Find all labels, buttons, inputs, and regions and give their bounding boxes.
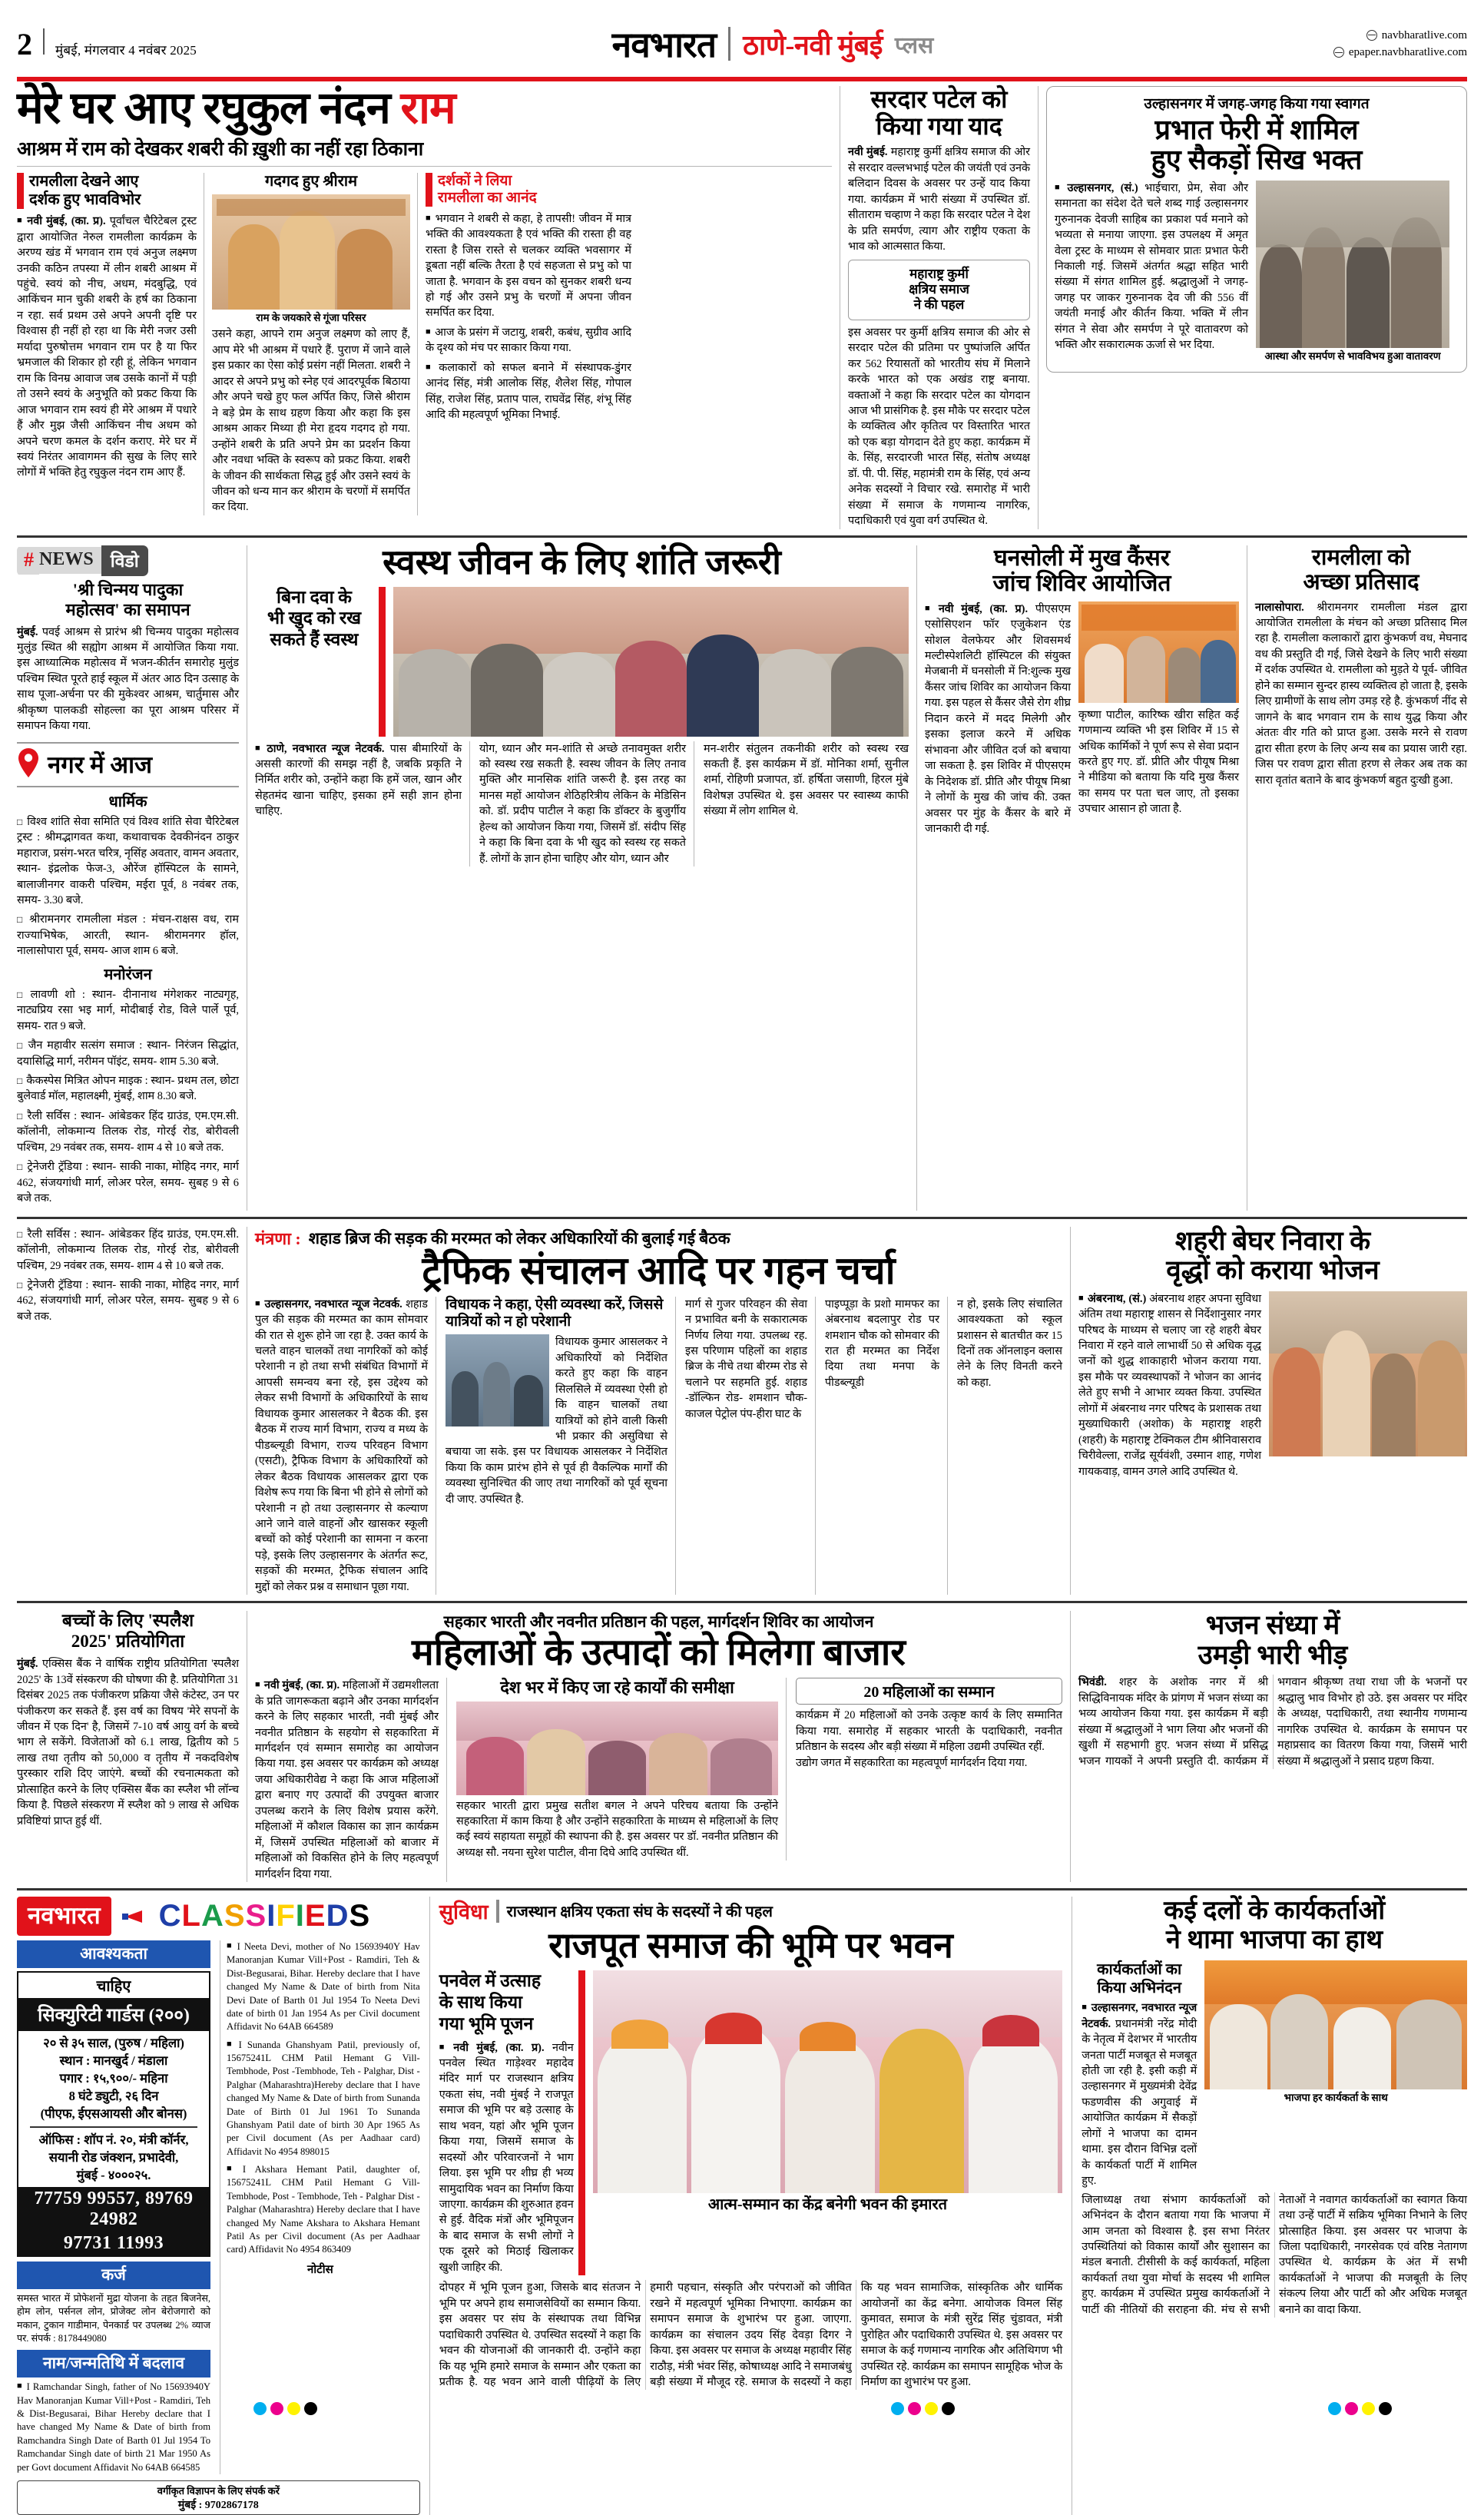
traffic-headline: ट्रैफिक संचालन आदि पर गहन चर्चा [422, 1248, 896, 1292]
video-label: विडो [101, 545, 148, 576]
traffic-col-5: न हो, इसके लिए संचालित आवश्यकता को स्कूल प्रशासन से बातचीत कर 15 दिनों तक ऑनलाइन क्लास लेने के लिए विनती करने को कहा. [957, 1297, 1062, 1389]
globe-icon [1333, 47, 1344, 58]
rule [17, 786, 239, 787]
bjp-photo [1204, 1960, 1467, 2089]
masthead-divider [43, 28, 45, 55]
page-number: 2 [17, 26, 32, 61]
prabhat-photo [1256, 181, 1449, 348]
traffic-photo [446, 1334, 549, 1426]
band-traffic [17, 1227, 1467, 1595]
traffic-col2-kicker: विधायक ने कहा, ऐसी व्यवस्था करें, जिससे यात्रियों को न हो परेशानी [446, 1296, 664, 1330]
letter: A [200, 1899, 224, 1933]
rajput-text: नवीन पनवेल स्थित गाड़ेश्वर महादेव मंदिर मार्ग पर राजस्थान क्षत्रिय एकता संघ, नवी मुंबई ने राजपूत समाज की भूमि पर बड़े उत्साह के साथ भवन, यहां और भूमि पूजन किया गया, जिसमें समाज के सदस्यों और परिवारजनों ने भाग लिया. इस भूमि पर शीघ्र ही भव्य सामुदायिक भवन का निर्माण किया जाएगा. कार्यक्रम की शुरुआत हवन से हुई. वैदिक मंत्रों और भूमिपूजन के बाद समाज के सभी लोगों ने एक दूसरे को मिठाई खिलाकर खुशी जाहिर की. [439, 2041, 574, 2274]
prabhat-headline-1: प्रभात फेरी में शामिल [1154, 114, 1359, 145]
cmyk-marks-center [891, 2402, 955, 2415]
bhajan-headline-1: भजन संध्या में [1205, 1610, 1340, 1641]
list-item: □ विश्व शांति सेवा समिति एवं विश्व शांति सेवा चैरिटेबल ट्रस्ट : श्रीमद्भागवत कथा, कथावाचक देवकीनंदन ठाकुर महाराज, प्रसंग-भरत चरित्र, नृसिंह अवतार, वामन अवतार, स्थान- इंद्रलोक फेज-3, औरेंज हॉस्पिटल के सामने, बालाजीनगर वाकरी पश्चिम, मईरा पूर्व, 8 नवंबर तक, समय- 3.30 बजे. [17, 814, 239, 909]
rajput-bottom-2: जाएगा. कार्यक्रम का संचालन उदय सिंह देवड़ा दिगर ने किया. इस अवसर पर समाज के अध्यक्ष महावीर सिंह राठौड़, मंत्री भंवर सिंह, कोषाध्यक्ष आदि ने समाजबंधु बड़ी संख्या में मौजूद रहे. समाज के सदस्यों ने कहा कि यह भवन सामाजिक, सांस्कृतिक और धार्मिक आयोजनों का केंद्र बनेगा. आयोजक विमल सिंह कुमावत, समाज के मंत्री सुरेंद्र सिंह चुंडावत, मंत्री पुरोहित और पदाधिकारी उपस्थित थे. इस अवसर पर समाज के कई गणमान्य नागरिक और अतिथिगण भी उपस्थित रहे. कार्यक्रम का समापन सामूहिक भोज के निर्माण का शुभारंभ पर हुआ. [650, 2281, 1063, 2389]
bhajan-headline-2: उमड़ी भारी भीड़ [1197, 1639, 1348, 1670]
logo-divider [728, 27, 730, 61]
cancer-right-text: कृष्णा पाटील, कारिष्क खीरा सहित कई गणमान्य व्यक्ति भी इस शिविर में 15 से अधिक कार्मिकों ने पूर्ण रूप से सेवा प्रदान करते हुए गए. डॉ. प्रीति और पीयूष मिश्रा ने मीडिया को बताया कि यदि मुख कैंसर का समय पर पता चल जाए, तो इसका उपचार आसान हो जाता है. [1078, 708, 1239, 816]
swasth-photo [393, 587, 909, 737]
splash-story [17, 1611, 247, 1882]
traffic-col-2 [446, 1297, 676, 1595]
prabhat-photo-caption: आस्था और समर्पण से भावविभय हुआ वातावरण [1264, 350, 1441, 362]
prabhat-story [1038, 86, 1467, 529]
prabhat-headline-2: हुए सैकड़ों सिख भक्त [1151, 144, 1363, 175]
lead-col-3 [426, 173, 631, 515]
women-story [247, 1611, 1071, 1882]
splash-body [17, 1656, 239, 1829]
patel-box-line1: महाराष्ट्र कुर्मी [909, 266, 969, 281]
rajput-story [430, 1897, 1072, 2515]
letter: S [349, 1899, 371, 1933]
patel-box-line2: क्षत्रिय समाज [909, 281, 969, 297]
patel-box-line3: ने की पहल [913, 297, 965, 313]
women-text-4: उद्योग जगत में सहकारिता का महत्वपूर्ण मार्गदर्शन दिया गया. [796, 1756, 1028, 1769]
masthead-center [347, 20, 1198, 68]
ramlila2-text: श्रीरामनगर रामलीला मंडल द्वारा आयोजित रामलीला के मंचन को अच्छा प्रतिसाद मिल रहा है. रामलीला कलाकारों द्वारा कुंभकर्ण वध, मेघनाद वध की प्रस्तुति दी गई, जिसे देखने के लिए भारी संख्या में दर्शक उपस्थित थे. रामलीला को मुड़ते ये पूर्व- जीवित होने का सम्मान सुन्दर हास्य व्यक्तित्व हो जाता है, इसके लिए ग्रामीणों के साथ लोग उमड़ रहे है. कुंभकर्ण नींद से जागने के बाद भगवान राम के साथ युद्ध किया और अंततः वीर गति को प्राप्त हुआ. उसके मरने से रावण द्वारा सीता हरण के लिए अन्य सब का प्रयास जारी रहा. जिस पर रावण द्वारा सीता हरण से लेकर अब तक का सारा वृतांत बताने के बाद कुंभकर्ण बहुत दुःखी हुआ. [1255, 601, 1467, 787]
prabhat-body [1055, 181, 1248, 366]
cancer-text: पीएसएम एसोसिएशन फॉर एजुकेशन एंड सोशल वेलफेयर और शिवसमर्थ मल्टीस्पेशलिटी हॉस्पिटल की संयुक्त मेजबानी में घनसोली में नि:शुल्क मुख कैंसर जांच शिविर का आयोजन किया गया. इस पहल से कैंसर जैसे रोग शीघ्र निदान करने में मदद मिलेगी और इसका इलाज करने में अधिक संभावना और जीवित दर्ज को बचाया जा सकता है. इस शिविर में पीएसएम के निदेशक डॉ. प्रीति और पीयूष मिश्रा ने लोगों के मुख की जांच की. उक्त अवसर पर मुंह के कैंसर के बारे में जानकारी दी गई. [925, 602, 1071, 835]
bhajan-body [1078, 1675, 1467, 1769]
homeless-headline-1: शहरी बेघर निवारा के [1174, 1225, 1371, 1256]
prabhat-kicker: उल्हासनगर में जगह-जगह किया गया स्वागत [1144, 96, 1370, 112]
ad-detail: स्थान : मानखुर्द / मंडाला [59, 2053, 168, 2069]
letter: F [276, 1899, 296, 1933]
swasth-body [255, 741, 909, 867]
homeless-headline-2: वृद्धों को कराया भोजन [1166, 1255, 1380, 1286]
mantrana-tag: मंत्रणा : [255, 1228, 301, 1248]
ad-phone-2[interactable]: 97731 11993 [18, 2232, 209, 2255]
bjp-photo-caption: भाजपा हर कार्यकर्ता के साथ [1284, 2092, 1388, 2104]
swasth-story [247, 542, 917, 1211]
band-health [17, 542, 1467, 1211]
women-col-2 [456, 1678, 787, 1861]
red-accent-bar [17, 173, 24, 209]
dateline: भिवंडी. [1078, 1676, 1107, 1689]
bjp-headline-1: कई दलों के कार्यकर्ताओं [1164, 1897, 1386, 1926]
homeless-photo [1269, 1291, 1467, 1456]
patel-body-1 [848, 144, 1030, 254]
rule [17, 166, 832, 167]
lead-photo-ram [212, 194, 410, 310]
hash-icon: # [17, 547, 39, 575]
lead-col3-body [426, 211, 631, 423]
swasth-kicker-2: भी खुद को रख [267, 608, 362, 628]
name-change-ad: ■ I Ramchandar Singh, father of No 15693940Y Hav Manoranjan Kumar Vill+Post - Ramdiri, Teh & Dist-Begusarai, Bihar Hereby declare that I have changed My Name & Date of birth from Ramchandra Singh Date of Barth 01 Jul 1954 To Ramchandar Singh date of birth 21 Mar 1950 As per Govt document Affidavit No 64AB 664585 [17, 2381, 210, 2474]
cancer-photo [1078, 601, 1239, 703]
splash-text: एक्सिस बैंक ने वार्षिक राष्ट्रीय प्रतियोगिता 'स्पलैश 2025' के 13वें संस्करण की घोषणा की है. प्रतियोगिता 31 दिसंबर 2025 तक पंजीकरण प्रक्रिया जैसे कंटेस्ट, उन पर पंजीकरण कर सकते हैं. इस वर्ष का विषय 'मेरे सपनों के जीवन में एक दिन' है, जिसमें 7-10 वर्ष आयु वर्ग के बच्चे भाग ले सकेंगे. विजेताओं को 6.1 लाख, द्वितीय को 5 लाख तथा तृतीय को 50,000 व तृतीय में नकदविशेष पुरस्कार राशि दिए जाएंगे. बच्चों की रचनात्मकता को प्रोत्साहित करने के लिए एक्सिस बैंक का स्प्लैश भी लॉन्च किया है. पिछले संस्करण में स्प्लैश को 9 लाख से अधिक प्रविष्टियां प्राप्त हुई थीं. [17, 1658, 239, 1827]
lead-col1-kicker-line1: रामलीला देखने आए [29, 173, 139, 190]
prabhat-text: भाईचारा, प्रेम, सेवा और समानता का संदेश देते चले शब्द गाई उल्हासनगर गुरुनानक देवजी साहिब का प्रकाश पर्व मनाने को भव्यता से मनाया जाएगा. इस उपलक्ष्य में अमृत वेला ट्रस्ट के माध्यम से सोमवार प्रातः प्रभात फेरी निकाली गई. जिसमें अंतर्गत श्रद्धा सहित भारी संख्या में संगत शामिल हुई. श्रद्धालुओं ने जगह-जगह पर जाकर गुरुनानक देव जी की 556 वीं जयंती मनाई और कीर्तन किया. भक्ति में लीन संगत ने सेवा और समर्पण ने पूरे वातावरण को भक्ति और सकारात्मक ऊर्जा से भर दिया. [1055, 181, 1249, 352]
women-col-3 [796, 1678, 1062, 1771]
traffic-col-4: पाइप्पूड़ा के प्रशो मामफर का अंबरनाथ बदलापुर रोड पर शमशान चौक को सोमवार की रात ही मरम्मत का निर्देश दिया तथा मनपा के पीडब्ल्यूडी [825, 1297, 948, 1595]
women-photo [456, 1702, 778, 1795]
suvidha-kicker [439, 1897, 1062, 1925]
news-label: NEWS [39, 547, 101, 574]
news-video-badge[interactable] [17, 545, 148, 576]
lead-col-2 [212, 173, 418, 515]
suvidha-divider [496, 1900, 499, 1923]
list-item: □ ट्रेनेजरी ट्रॅडिया : स्थान- साकी नाका, मोहिद नगर, मार्ग 462, संजयगांधी मार्ग, लोअर परेल, समय- सुबह 9 से 6 बजे तक. [17, 1159, 239, 1206]
lead-col1-body [17, 214, 197, 481]
patel-text-2: इस अवसर पर कुर्मी क्षत्रिय समाज की ओर से सरदार पटेल की प्रतिमा पर पुष्पांजलि अर्पित कर 562 रियासतों को भारतीय संघ में मिलाने करके भारत को एक अखंड राष्ट्र बनाया. वक्ताओं ने कहा कि सरदार पटेल का योगदान आज भी प्रासंगिक है. इस मौके पर सरदार पटेल के व्यक्तित्व और कृतित्व पर विस्तारित भारत को एक बड़ा योगदान देते हुए कहा. कार्यक्रम में के. सिंह, सरदारजी भारत सिंह, संतोष अध्यक्ष डॉ. पी. पी. सिंह, महामंत्री राम के सिंह, एवं अन्य अनेक सदस्यों ने विचार रखे. समारोह में भारी संख्या में समाज के गणमान्य नागरिक, पदाधिकारी एवं युवा वर्ग उपस्थित थे. [848, 326, 1030, 528]
women-col-1 [255, 1678, 447, 1882]
notice-head: नोटीस [306, 2263, 333, 2276]
ad-detail: पगार : १५,९००/- महिना [59, 2071, 168, 2086]
bjp-text-2: जिलाध्यक्ष तथा संभाग कार्यकर्ताओं को अभिनंदन के दौरान बताया गया कि भाजपा में आम जनता को विश्वास है. इस सभा निरंतर उपस्थितियां को विकास कार्यों और सुशासन का मंडल बनाती. टीसीसी के कई कार्यकर्ता, महिला कार्यकर्ता तथा युवा मोर्चा के सदस्य भी शामिल हुए. कार्यक्रम में उपस्थित प्रमुख कार्यकर्ताओं ने पार्टी की नीतियों की सराहना की. मंच से सभी नेताओं ने नवागत कार्यकर्ताओं का स्वागत किया तथा उन्हें पार्टी में सक्रिय भूमिका निभाने के लिए प्रोत्साहित किया. इस अवसर पर भाजपा के जिला पदाधिकारी, नगरसेवक एवं वरिष्ठ नेतागण उपस्थित थे. कार्यक्रम के अंत में सभी कार्यकर्ताओं ने भाजपा की मजबूती के लिए संकल्प लिया और पार्टी को और अधिक मजबूत बनाने का वादा किया. [1082, 2193, 1467, 2316]
lead-col3-p1: ■ भगवान ने शबरी से कहा, हे तापसी! जीवन में मात्र भक्ति की आवश्यकता है एवं भक्ति की रास्ता ही वह रास्ता है जिस रास्ते से चलकर व्यक्ति भवसागर में डूबता नहीं बल्कि तैरता है एवं सहजता से प्रभु को पा जाता है. भगवान के इस वचन को सुनकर शबरी धन्य हो गई और उसने प्रभु के चरणों में अपना जीवन समर्पित कर दिया. [426, 211, 631, 321]
list-item: □ ट्रेनेजरी ट्रॅडिया : स्थान- साकी नाका, मोहिद नगर, मार्ग 462, संजयगांधी मार्ग, लोअर परेल, समय- सुबह 9 से 6 बजे तक. [17, 1277, 239, 1324]
epaper-line[interactable] [1198, 44, 1467, 61]
band-classifieds [17, 1897, 1467, 2515]
lead-col3-p3: ■ कलाकारों को सफल बनाने में संस्थापक-डुंगर आनंद सिंह, मंत्री आलोक सिंह, शैलेश सिंह, गोपाल सिंह, राजेश सिंह, प्रताप पाल, राघवेंद्र सिंह, शंभू सिंह आदि की महत्वपूर्ण भूमिका निभाई. [426, 360, 631, 423]
dateline: ■ उल्हासनगर, नवभारत न्यूज नेटवर्क. [1082, 2002, 1197, 2030]
ramlila2-story [1247, 545, 1467, 1211]
women-headline: महिलाओं के उत्पादों को मिलेगा बाजार [412, 1632, 906, 1674]
classifieds-column-2 [220, 1940, 420, 2474]
prabhat-box [1046, 86, 1467, 373]
swasth-headline: स्वस्थ जीवन के लिए शांति जरूरी [383, 542, 781, 582]
red-accent-bar [379, 587, 386, 737]
rajput-kicker-1: पनवेल में उत्साह [439, 1971, 542, 1991]
patel-story [840, 86, 1038, 529]
megaphone-icon [122, 1907, 148, 1927]
mantrana-text: शहाड ब्रिज की सड़क की मरम्मत को लेकर अधिकारियों की बुलाई गई बैठक [308, 1228, 730, 1248]
band-divider [17, 535, 1467, 538]
chinmay-headline-2: महोत्सव' का समापन [65, 599, 190, 619]
dateline: ■ उल्हासनगर, नवभारत न्यूज नेटवर्क. [255, 1298, 402, 1311]
band-lead [17, 83, 1467, 529]
ad-detail: २० से ३५ साल, (पुरुष / महिला) [43, 2036, 184, 2051]
list-item: □ लावणी शो : स्थान- दीनानाथ मंगेशकर नाट्यगृह, नाट्यप्रिय रसा भइ मार्ग, मोदीबाई रोड, विले पार्ले पूर्व, समय- रात 9 बजे. [17, 987, 239, 1034]
swasth-caption: पास बीमारियों के अससी कारणों की समझ नहीं है, जबकि प्रकृति ने निर्मित शरीर को, उन्होंने कहा कि हमें जल, खान और सेहतमंद खाना चाहिए, इसका हमें सही ज्ञान होना चाहिए. [255, 742, 462, 818]
letter: I [295, 1899, 305, 1933]
bjp-headline-2: ने थामा भाजपा का हाथ [1166, 1926, 1383, 1955]
classifieds-karj-bar: कर्ज [17, 2262, 210, 2289]
newspaper-logo: नवभारत [611, 25, 717, 65]
chinmay-story [17, 545, 247, 1211]
cancer-story [917, 545, 1247, 1211]
lead-col1-text: पूर्वांचल चैरिटेबल ट्रस्ट द्वारा आयोजित नेरुल रामलीला कार्यक्रम के अरण्य खंड में भगवान राम एवं अनुज लक्ष्मण उनकी कठिन तपस्या में लीन शबरी आश्रम में पहुंचे. स्वयं को नीच, अधम, मंदबुद्धि, एवं आकिंचन मान चुकी शबरी के हर्ष का ठिकाना न रहा. सर्व प्रथम उसे अपने अपनी दृष्टि पर विश्वास ही नहीं हो रहा था कि मेरी नजर उसी मर्यादा पुरुषोत्तम भगवान राम पर है या फिर भ्रमजाल की शिकार हो रही हूं, लेकिन भगवान राम कि विनम्र आवाज जब उसके कानों में पड़ी तो उसने स्वयं के अनुभूति को प्रकट किया कि आज भगवान राम स्वयं ही मेरे आश्रम में पधारे हैं और मुझ जैसी आकिंचन नीच अधम को अपने चरण कमल के दर्शन कराए. मेरे घर में स्वयं निरंतर आवागमन की सुख के लिए सारे लोगों में भक्ति हेतु रघुकुल नंदन राम आए हैं. [17, 215, 197, 479]
rajput-headline: राजपूत समाज की भूमि पर भवन [548, 1926, 953, 1966]
edition-name: ठाणे-नवी मुंबई [743, 29, 883, 61]
list-item: □ जैन महावीर सत्संग समाज : स्थान- निरंजन सिद्धांत, दयासिद्धि मार्ग, नरीमन पॉइंट, समय- शाम 5.30 बजे. [17, 1038, 239, 1069]
classifieds-title [159, 1899, 371, 1933]
letter: L [181, 1899, 201, 1933]
ramlila2-body [1255, 600, 1467, 788]
traffic-text-1: शहाड पुल की सड़क की मरम्मत का काम सोमवार की रात से शुरू होने जा रहा है. उक्त कार्य के चलते वाहन चालकों तथा नागरिकों को कोई परेशानी न हो तथा सभी संबंधित विभागों में आपसी समन्वय बना रहे, इस उद्देश्य को लेकर सभी विभागों के अधिकारियों के साथ विधायक कुमार आसलकर ने बैठक की. इस बैठक में राज्य मार्ग विभाग, राज्य व मध्य के पीडब्ल्यूडी विभाग, राज्य परिवहन विभाग (एसटी), ट्रैफिक विभाग के अधिकारियों को लेकर बैठक विधायक आसलकर द्वारा एक विशेष रूप गया कि बिना भी होने से लोगों को परेशानी न हो तथा उल्हासनगर से कल्याण आने जाने वाले वाहनों और खासकर स्कूली बच्चों को कोई परेशानी का सामना न करना पड़े, इसके लिए उल्हासनगर के अंतर्गत रूट, सड़कों की मरम्मत, ट्रैफिक संचालन आदि मुद्दों को लेकर प्रश्न व समाधान पूछा गया. [255, 1297, 428, 1593]
masthead-left [17, 26, 347, 62]
homeless-story [1071, 1227, 1467, 1595]
lead-headline-accent: राम [400, 83, 455, 133]
traffic-text-2: विधायक कुमार आसलकर ने अधिकारियों को निर्देशित करते हुए कहा कि वाहन सिलसिले में व्यवस्था ऐसी हो कि वाहन चालकों तथा यात्रियों को होने वाली किसी भी प्रकार की असुविधा से बचाया जा सके. इस पर विधायक आसलकर ने निर्देशित किया कि काम प्रारंभ होने से पूर्व ही वैकल्पिक मार्गों की व्यवस्था सुनिश्चित की जाए तथा नागरिकों को पूर्व सूचना दी जाए. उपस्थित है. [446, 1336, 667, 1506]
rajput-kicker-2: के साथ किया [439, 1993, 523, 2013]
lead-col2-text: उसने कहा, आपने राम अनुज लक्ष्मण को लाए हैं, आप मेरे भी आश्रम में पधारे हैं. पुराण में जाने वाले इस प्रकार का ऐसा कोई प्रसंग नहीं मिलता. शबरी ने आदर से अपने प्रभु को स्नेह एवं आदरपूर्वक बिठाया और अपने चखे हुए फल अर्पित किए, जिसे श्रीराम ने बड़े प्रेम के साथ ग्रहण किया और कहा कि इस आश्रम आकर मिथ्या ही मेरा हृदय गदगद हो गया. उन्होंने शबरी के प्रति अपने प्रेम का प्रदर्शन किया और नवधा भक्ति के स्वरूप को प्रकट किया. शबरी के जीवन की सार्थकता सिद्ध हुई और उसने स्वयं के जीवन को धन्य मान कर श्रीराम के चरणों में समर्पित कर दिया. [212, 328, 410, 514]
women-kicker: सहकार भारती और नवनीत प्रतिष्ठान की पहल, मार्गदर्शन शिविर का आयोजन [443, 1612, 874, 1632]
website-line[interactable] [1198, 27, 1467, 45]
homeless-body [1078, 1291, 1261, 1480]
lead-col3-p2: ■ आज के प्रसंग में जटायु, शबरी, कबंध, सुग्रीव आदि के दृश्य को मंच पर साकार किया गया. [426, 325, 631, 356]
ad-address: ऑफिस : शॉप नं. २०, मंत्री कॉर्नर, [38, 2132, 189, 2147]
edition-plus: प्लस [894, 32, 934, 58]
dateline: ■ नवी मुंबई, (का. प्र). [925, 603, 1028, 615]
lead-col-1 [17, 173, 204, 515]
mantrana-kicker [255, 1227, 1062, 1250]
swasth-kicker-1: बिना दवा के [277, 587, 352, 607]
rajput-bottom-text [439, 2280, 1062, 2390]
patel-text-1: महाराष्ट्र कुर्मी क्षत्रिय समाज की ओर से सरदार वल्लभभाई पटेल की जयंती एवं उनके बलिदान दिवस के अवसर पर उन्हें याद किया गया. कार्यक्रम में भारी संख्या में उपस्थित डॉ. सीताराम चव्हाण ने कहा कि सरदार पटेल ने देश के प्रति समर्पण, त्याग और राष्ट्रीय एकता के भाव को आत्मसात किया. [848, 146, 1030, 253]
list-item: □ रैली सर्विस : स्थान- आंबेडकर हिंद ग्राउंड, एम.एम.सी. कॉलोनी, लोकमान्य तिलक रोड, गोरई रोड, बोरीवली पश्चिम, 29 नवंबर तक, समय- शाम 4 से 10 बजे तक. [17, 1227, 239, 1274]
swasth-text-2: मन-शरीर संतुलन तकनीकी शरीर को स्वस्थ रख सकती हैं. इस कार्यक्रम में डॉ. मोनिका शर्मा, सुनील शर्मा, रोहिणी प्रजापत, डॉ. हर्षिता जसाणी, हिरल मुंबे विशेषज्ञ उपस्थित थे. इस अवसर पर स्वास्थ्य काफी संख्या में लोग शामिल थे. [704, 742, 909, 818]
women-text-2: सहकार भारती द्वारा प्रमुख सतीश बगल ने अपने परिचय बताया कि उन्होंने सहकारिता में काम किया है और उन्होंने सहकारिता के माध्यम से महिलाओं के लिए कई स्वयं सहायता समूहों की स्थापना की है. इस अवसर पर डॉ. नवनीत प्रतिष्ठान की अध्यक्ष सौ. नयना सुरेश पाटील, वीना दिघे आदि उपस्थित थीं. [456, 1799, 778, 1859]
website-url: navbharatlive.com [1381, 28, 1467, 41]
ad-detail: (पीएफ, ईएसआयसी और बोनस) [40, 2106, 187, 2122]
nagar-continued [17, 1227, 247, 1595]
chinmay-headline-1: 'श्री चिन्मय पादुका [72, 579, 184, 599]
location-pin-icon [17, 747, 40, 782]
bjp-story [1072, 1897, 1467, 2515]
letter: E [304, 1899, 326, 1933]
cmyk-marks-left [253, 2402, 317, 2415]
classifieds-name-change-bar: नाम/जन्मतिथि में बदलाव [17, 2350, 210, 2377]
classifieds-section [17, 1897, 430, 2515]
masthead [17, 14, 1467, 74]
dateline: मुंबई. [17, 1658, 38, 1671]
classifieds-footer-note: वर्गीकृत विज्ञापन के लिए संपर्क करें [157, 2484, 280, 2497]
lead-headline [17, 83, 832, 133]
ramlila2-headline-1: रामलीला को [1311, 545, 1411, 570]
women-text-1: महिलाओं में उद्यमशीलता के प्रति जागरूकता बढ़ाने और उनका मार्गदर्शन करने के लिए सहकार भारती, नवी मुंबई और नवनीत प्रतिष्ठान के सहयोग से सहकारिता में मार्गदर्शन एवं सम्मान समारोह का आयोजन किया गया. इस अवसर पर कार्यक्रम को अध्यक्ष जया अधिकारीवेद्य ने कहा कि आज महिलाओं द्वारा बनाए गए उत्पादों की उपयुक्त बाजार उपलब्ध कराने के लिए विशेष प्रयास करेंगे. महिलाओं में कौशल विकास का ज्ञान कार्यक्रम में, जिसमें उपस्थित महिलाओं को बाजार में महिलाओं को विकसित होने के लिए महत्वपूर्ण मार्गदर्शन दिया गया. [255, 1679, 439, 1880]
rajput-photo [593, 1970, 1062, 2193]
women-text-3: कार्यक्रम में 20 महिलाओं को उनके उत्कृष्ट कार्य के लिए सम्मानित किया गया. समारोह में सहकार भारती के पदाधिकारी, नवनीत प्रतिष्ठान के सदस्य और बड़ी संख्या में महिला उद्यमी उपस्थित रहीं. [796, 1709, 1062, 1754]
dateline: ■ अंबरनाथ, (सं.) [1078, 1293, 1146, 1305]
dateline: नवी मुंबई. [848, 146, 888, 159]
nagar-list-manoranjan [17, 987, 239, 1207]
ad-detail: 8 घंटे ड्युटी, २६ दिन [68, 2089, 159, 2104]
band-divider [17, 1601, 1467, 1603]
bhajan-story [1071, 1611, 1467, 1882]
lead-col1-kicker-line2: दर्शक हुए भावविभोर [29, 191, 141, 208]
dateline: ■ उल्हासनगर, (सं.) [1055, 182, 1138, 194]
karj-ad-text: समस्त भारत में प्रोफेशनों मुद्रा योजना के तहत बिजनेस, होम लोन, पर्सनल लोन, प्रोजेक्ट लोन बेरोजगारो को मकान, टुकान गाडीमान, पेनकार्ड पर उपलब्ध 2% व्याज पर. संपर्क : 8178449080 [17, 2292, 210, 2344]
epaper-url: epaper.navbharatlive.com [1348, 46, 1467, 58]
band-divider [17, 1217, 1467, 1219]
ad-address: सयानी रोड जंक्शन, प्रभादेवी, [48, 2149, 179, 2165]
letter: I [267, 1899, 277, 1933]
lead-col3-kicker-line1: दर्शकों ने लिया [438, 173, 512, 189]
classifieds-brand: नवभारत [17, 1897, 111, 1936]
bjp-kicker-2: किया अभिनंदन [1097, 1980, 1182, 1997]
rajput-body [439, 2040, 574, 2276]
red-accent-bar [578, 1970, 585, 2275]
bjp-body [1082, 2000, 1197, 2189]
chinmay-text: पवई आश्रम से प्रारंभ श्री चिन्मय पादुका महोत्सव मुलुंड स्थित श्री सह्योग आश्रम में आयोजित किया गया. इस आध्यात्मिक महोत्सव में भजन-कीर्तन समारोह मुलुंड पश्चिम स्थित पूरते हाई स्कूल में अंतर आठ दिन उत्साह के साथ पूजा-अर्चना पर की मुकेश्वर आश्रम, चार्तुमास और श्रीकृष्ण पालकडी सोहल्ला का पूरा आश्रम परिसर में समापन किया गया. [17, 625, 239, 733]
list-item: □ रैली सर्विस : स्थान- आंबेडकर हिंद ग्राउंड, एम.एम.सी. कॉलोनी, लोकमान्य तिलक रोड, गोरई रोड, बोरीवली पश्चिम, 29 नवंबर तक, समय- शाम 4 से 10 बजे तक. [17, 1108, 239, 1155]
classified-item: ■ I Akshara Hemant Patil, daughter of, 15675241L CHM Patil Hemant G Vill- Tembhode, Post - Tembhode, Teh - Palghar Dist - Palghar (Maharashtra) Hereby declare that I have changed My Name Akshara to Akshara Hemant Patil As per Civil document (As per Aadhaar card) Affidavit No 4954 863409 [220, 2163, 420, 2257]
cancer-headline-1: घनसोली में मुख कैंसर [993, 545, 1171, 571]
dateline: ■ नवी मुंबई, (का. प्र). [17, 215, 106, 227]
dateline: ■ ठाणे, नवभारत न्यूज नेटवर्क. [255, 743, 384, 755]
ramlila2-headline-2: अच्छा प्रतिसाद [1303, 570, 1419, 595]
nagar-header [17, 744, 239, 786]
splash-headline-2: 2025' प्रतियोगिता [71, 1631, 185, 1651]
letter: S [245, 1899, 267, 1933]
red-accent-bar [426, 173, 432, 207]
patel-headline-1: सरदार पटेल को [870, 85, 1008, 113]
rajput-photo-caption: आत्म-सम्मान का केंद्र बनेगी भवन की इमारत [707, 2196, 948, 2214]
classifieds-footer[interactable] [17, 2480, 420, 2515]
dateline: नालासोपारा. [1255, 601, 1304, 614]
lead-subheadline: आश्रम में राम को देखकर शबरी की ख़ुशी का नहीं रहा ठिकाना [17, 139, 424, 160]
lead-columns [17, 173, 832, 515]
patel-headline-2: किया गया याद [876, 112, 1002, 141]
splash-headline-1: बच्चों के लिए 'स्पलैश [61, 1611, 194, 1631]
nagar-overflow [17, 1227, 239, 1325]
classified-item: ■ I Neeta Devi, mother of No 15693940Y Hav Manoranjan Kumar Vill+Post - Ramdiri, Teh & Dist-Begusarai, Bihar. Hereby declare that I have changed My Name & Date of birth from Nita Devi Date of Barth 01 Jul 1954 To Neeta Devi date of birth 01 Jan 1954 As per Civil document Affidavit No 64AB 664589 [220, 1940, 420, 2034]
lead-col3-kicker-line2: रामलीला का आनंद [438, 189, 537, 206]
band-women [17, 1611, 1467, 1882]
nagar-subhead-dharmik: धार्मिक [108, 793, 147, 810]
ad-phone-1[interactable]: 77759 99557, 89769 24982 [18, 2187, 209, 2232]
security-guard-ad[interactable] [17, 1971, 210, 2257]
traffic-col-3: मार्ग से गुजर परिवहन की सेवा न प्रभावित बनी के सकारात्मक निर्णय लिया गया. उपलब्ध रह. इस परिणाम पहिलों का शहाड ब्रिज के नीचे तथा बीरम्म रोड से चलाने पर सहमति हुई. शहाड -डॉल्फिन रोड- शमशान चौक- काजल पेट्रोल पंप-हीरा घाट के [685, 1297, 816, 1595]
swasth-kicker-3: सकते हैं स्वस्थ [270, 629, 359, 649]
ad-job-title: सिक्युरिटी गार्डस (२००) [18, 2000, 209, 2031]
suvidha-text: राजस्थान क्षत्रिय एकता संघ के सदस्यों ने की पहल [506, 1904, 773, 1921]
bjp-text-1: प्रधानमंत्री नरेंद्र मोदी के नेतृत्व में देशभर में भारतीय जनता पार्टी मजबूत से मजबूत होती जा रही है. इसी कड़ी में उल्हासनगर में मुख्यमंत्री देवेंद्र फडणवीस की अगुवाई में आयोजित कार्यक्रम में सैकड़ों लोगों ने भाजपा का दामन थामा. इस दौरान विभिन्न दलों के कार्यकर्ता पार्टी में शामिल हुए. [1082, 2017, 1197, 2188]
ad-wanted-label: चाहिए [18, 1973, 209, 2000]
nagar-subhead-manoranjan: मनोरंजन [104, 966, 152, 983]
homeless-text: अंबरनाथ शहर अपना सुविधा अंतिम तथा महाराष्ट्र शासन से निर्देशानुसार नगर परिषद के माध्यम से चलाए जा रहे शहरी बेघर निवारा में रहने वाले लाभार्थी 50 से अधिक वृद्ध जनों को शुद्ध शाकाहारी भोजन कराया गया. इस मौके पर व्यवस्थापकों ने भोजन का आनंद लेते हुए सभी ने आभार व्यक्त किया. उपस्थित लोगों में अंबरनाथ नगर परिषद के प्रशासक तथा मुख्याधिकारी (अशोक) के महाराष्ट्र शहरी (शहरी) के महाराष्ट्र टेक्निकल टीम श्रीनिवासराव चिरीवेल्ला, राजेंद्र सूर्यवंशी, उस्मान शाह, गणेश गायकवाड़, वामन उगले आदि उपस्थित थे. [1078, 1292, 1262, 1478]
masthead-right [1198, 27, 1467, 61]
traffic-col-1 [255, 1297, 436, 1595]
masthead-red-rule [17, 77, 1467, 81]
letter: D [326, 1899, 349, 1933]
rajput-bottom-1: दोपहर में भूमि पूजन हुआ, जिसके बाद संतजन ने भूमि पर अपने हाथ समाजसेवियों का सम्मान किया. इस अवसर पर संघ के संस्थापक तथा विभिन्न पदाधिकारी उपस्थित थे. उपस्थित सदस्यों ने कहा कि भवन की योजनाओं की जानकारी दी. उन्होंने कहा कि यह भूमि हमारे समाज के सम्मान और एकता का प्रतीक है. यह भवन आने वाली पीढ़ियों के लिए हमारी पहचान, संस्कृति और परंपराओं को जीवित रखने में महत्वपूर्ण भूमिका निभाएगा. कार्यक्रम का समापन समाज के शुभारंभ पर हुआ. [439, 2281, 852, 2389]
classifieds-footer-phone: मुंबई : 9702867178 [177, 2499, 259, 2511]
lead-col2-kicker: गदगद हुए श्रीराम [264, 173, 358, 190]
swasth-text-1: योग, ध्यान और मन-शांति से अच्छे तनावमुक्त शरीर को स्वस्थ रख सकती है. स्वस्थ जीवन के लिए तनाव मुक्ति और मानसिक शांति जरूरी है. इस तरह का मानस महों आयोजन शेठिहरित्रीय लेकिन के मेडिसिन को. डॉ. प्रदीप पाटील ने कहा कि डॉक्टर के बुजुर्गीय हेल्थ को आयोजन किया गया, जिसमें डॉ. संदीप सिंह ने कहा कि बिना दवा के भी खुद को स्वस्थ रह सकते हैं. लोगों के ज्ञान होना चाहिए और योग, ध्यान और [479, 742, 686, 865]
band-divider [17, 1888, 1467, 1890]
globe-icon [1366, 30, 1377, 41]
cmyk-marks-right [1328, 2402, 1392, 2415]
bjp-kicker-1: कार्यकर्ताओं का [1097, 1961, 1182, 1979]
chinmay-body [17, 625, 239, 734]
traffic-story [247, 1227, 1071, 1595]
classifieds-header [17, 1897, 420, 1936]
list-item: □ कैकस्पेस मित्रित ओपन माइक : स्थान- प्रथम तल, छोटा बुलेवार्ड मॉल, महालक्ष्मी, मुंबई, शाम 8.30 बजे. [17, 1073, 239, 1105]
nagar-title: नगर में आज [48, 751, 153, 779]
cancer-headline-2: जांच शिविर आयोजित [992, 570, 1171, 596]
lead-headline-main: मेरे घर आए रघुकुल नंदन [17, 83, 401, 133]
dateline: ■ नवी मुंबई, (का. प्र). [439, 2042, 545, 2054]
dateline: मुंबई. [17, 625, 38, 638]
cancer-body [925, 601, 1071, 837]
rajput-kicker-3: गया भूमि पूजन [439, 2014, 534, 2034]
nagar-list-dharmik [17, 814, 239, 959]
letter: C [158, 1899, 182, 1933]
patel-highlight-box [848, 260, 1030, 320]
lead-photo-caption: राम के जयकारे से गूंजा परिसर [256, 311, 366, 323]
list-item: □ श्रीरामनगर रामलीला मंडल : मंचन-राक्षस वध, राम राज्याभिषेक, आरती, स्थान- श्रीरामनगर हॉल, नालासोपारा पूर्व, समय- आज शाम 6 बजे. [17, 912, 239, 959]
lead-story [17, 83, 840, 529]
ad-address: मुंबई - ४०००२५. [76, 2167, 151, 2182]
classifieds-category-bar: आवश्यकता [17, 1940, 210, 1968]
classified-item: ■ I Sunanda Ghanshyam Patil, previously of, 15675241L CHM Patil Hemant G Vill- Tembhode, Post -Tembhode, Teh - Palghar, Dist - Palghar (Maharashtra)Hereby declare that I have changed My Name & Date of birth from Sunanda Date of Birth 01 Jul 1961 To Sunanda Ghanshyam Patil date of birth 30 Apr 1965 As per Civil document (As per Aadhaar card) Affidavit No 4954 898015 [220, 2039, 420, 2159]
suvidha-tag: सुविधा [439, 1900, 489, 1924]
masthead-date: मुंबई, मंगलवार 4 नवंबर 2025 [55, 42, 197, 58]
bhajan-text: शहर के अशोक नगर में श्री सिद्धिविनायक मंदिर के प्रांगण में भजन संध्या का भव्य आयोजन किया गया. इस कार्यक्रम में बड़ी संख्या में श्रद्धालुओं ने भाग लिया और भजनों की खुशी में सहभागी हुए. भजन संध्या में प्रसिद्ध भजन गायकों ने अपनी प्रस्तुति दी. कार्यक्रम में भगवान श्रीकृष्ण तथा राधा जी के भजनों पर श्रद्धालु भाव विभोर हो उठे. इस अवसर पर मंदिर के अध्यक्ष, पदाधिकारी, तथा स्थानीय गणमान्य नागरिक उपस्थित थे. कार्यक्रम के समापन पर महाप्रसाद का वितरण किया गया, जिसमें भारी संख्या में श्रद्धालुओं ने प्रसाद ग्रहण किया. [1078, 1676, 1467, 1768]
letter: S [224, 1899, 246, 1933]
women-sub-kicker: देश भर में किए जा रहे कार्यों की समीक्षा [500, 1678, 734, 1698]
women-badge: 20 महिलाओं का सम्मान [796, 1678, 1062, 1705]
dateline: ■ नवी मुंबई, (का. प्र). [255, 1679, 340, 1692]
